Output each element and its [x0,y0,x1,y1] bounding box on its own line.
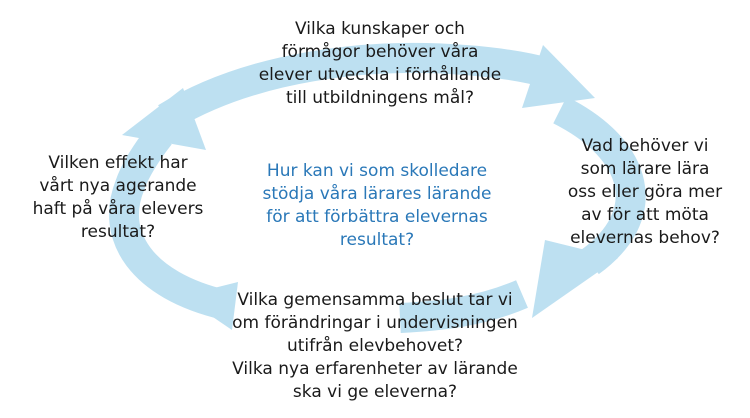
step-left-line: Vilken effekt har [48,153,188,173]
step-top-line: elever utveckla i förhållande [258,65,502,85]
center-question-line: för att förbättra elevernas [266,207,488,227]
step-left-line: haft på våra elevers [32,199,204,219]
step-left-text [28,152,208,244]
center-question-line: resultat? [339,230,415,250]
step-right-text [560,135,730,250]
step-right-line: som lärare lära [580,159,710,179]
step-right-line: oss eller göra mer [567,182,723,202]
step-bottom-line: utifrån elevbehovet? [286,336,464,356]
step-bottom-text [215,289,535,404]
step-top-line: förmågor behöver våra [281,42,479,62]
step-right-line: av för att möta [581,205,709,225]
step-bottom-line: ska vi ge eleverna? [292,382,458,402]
step-left-line: resultat? [80,222,156,242]
step-top-text [250,18,510,110]
step-bottom-line: Vilka gemensamma beslut tar vi [237,290,513,310]
step-top-line: till utbildningens mål? [286,88,474,108]
step-top-line: Vilka kunskaper och [295,19,465,39]
step-bottom-line: om förändringar i undervisningen [232,313,518,333]
center-question-line: stödja våra lärares lärande [262,184,492,204]
center-question-line: Hur kan vi som skolledare [266,161,488,181]
step-left-line: vårt nya agerande [39,176,197,196]
step-right-line: elevernas behov? [570,228,720,248]
step-bottom-line: Vilka nya erfarenheter av lärande [232,359,518,379]
center-question [248,160,506,252]
step-right-line: Vad behöver vi [581,136,709,156]
